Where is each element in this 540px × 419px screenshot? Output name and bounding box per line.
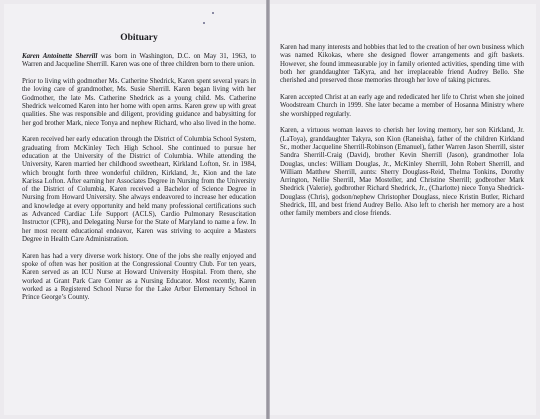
paragraph-birth (22, 53, 256, 70)
obituary-title: Obituary (120, 33, 158, 43)
paragraph-education: Karen received her early education through the District of Columbia School System, graduating from McKinley Tech High School. She continued to pursue her education at the University of the District of Columbia. While attending the University, Karen married her childhood sweetheart, Kirkland Lofton, Sr. in 1984, which brought forth three wonderful children, Kirkland, Jr., Kion and the late Karissa Lofton. After earning her Associates Degree in Nursing from the University of the District of Columbia, Karen received a Bachelor of Science Degree in Nursing from Howard University. She always endeavored to increase her education and knowledge at every opportunity and held many professional certifications such as Advanced Cardiac Life Support (ACLS), Cardio Pulmonary Resuscitation Instructor (CPR), and Delegating Nurse for the State of Maryland to name a few. In her most recent educational endeavor, Karen was striving to acquire a Masters Degree in Health Care Administration. (22, 136, 256, 243)
paper-speck (203, 22, 205, 24)
left-page (4, 4, 266, 415)
paragraph-survivors: Karen, a virtuous woman leaves to cherish her loving memory, her son Kirkland, Jr.(LaToya), granddaughter Takyra, son Kion (Raneisha), father of the children Kirkland Sr., mother Jacqueline Sherrill-Robinson (Emanuel), father Warren Jason Sherrill, sister Sandra Sherrill-Craig (David), brother Kevin Sherrill (Jason), grandmother Iola Douglas, uncles: William Douglas, Jr., McKinley Sherrill, John Robert Sherrill, and William Matthew Sherrill, aunts: Sherry Douglass-Reid, Thelma Tonkins, Dorothy Arrington, Nellie Sherrill, Mae Mosteller, and Christine Sherrill; godbrother Mark Shedrick (Valerie), godbrother Richard Shedrick, Jr., (Charlotte) niece Tonya Shedrick-Douglass (Chris), godson/nephew Christopher Douglass, niece Kristin Butler, Richard Shedrick, III, and best friend Audrey Bello. Also left to cherish her memory are a host other family members and close friends. (280, 127, 524, 218)
paragraph-hobbies: Karen had many interests and hobbies that led to the creation of her own business which was named Kikokas, where she designed flower arrangements and gift baskets. However, she found immeasurable joy in family oriented activities, spending time with both her granddaughter TaKyra, and her irreplaceable friend Audrey Bello. She cherished and preserved those memories through her love of taking pictures. (280, 44, 524, 85)
paragraph-faith: Karen accepted Christ at an early age and rededicated her life to Christ when she joined Woodstream Church in 1999. She later became a member of Hosanna Ministry where she worshipped regularly. (280, 93, 524, 118)
paragraph-work-history: Karen has had a very diverse work history. One of the jobs she really enjoyed and spoke of often was her position at the Congressional Country Club. For ten years, Karen served as an ICU Nurse at Howard University Hospital. From there, she worked at Grant Park Care Center as a Nursing Educator. Most recently, Karen worked as a Registered School Nurse for the Lake Arbor Elementary School in Prince George’s County. (22, 252, 256, 302)
paragraph-birth-text: was born in Washington, D.C. on May 31, 1963, to Warren and Jacqueline Sherrill. Karen was one of three children born to there union. (22, 53, 256, 69)
lead-name: Karen Antoinette Sherrill (22, 53, 98, 60)
right-page (270, 4, 536, 415)
paragraph-upbringing: Prior to living with godmother Ms. Catherine Shedrick, Karen spent several years in the loving care of grandmother, Ms. Susie Sherrill. Karen began living with her Godmother, the late Ms. Catherine Shedrick as a young child. Ms. Catherine Shedrick welcomed Karen into her home with open arms. Karen grew up with great qualities. She was responsible and diligent, providing guidance and babysitting for her god brother Mark, niece Tonya and nephew Richard, who also lived in the home. (22, 78, 256, 127)
paper-speck (212, 12, 214, 14)
